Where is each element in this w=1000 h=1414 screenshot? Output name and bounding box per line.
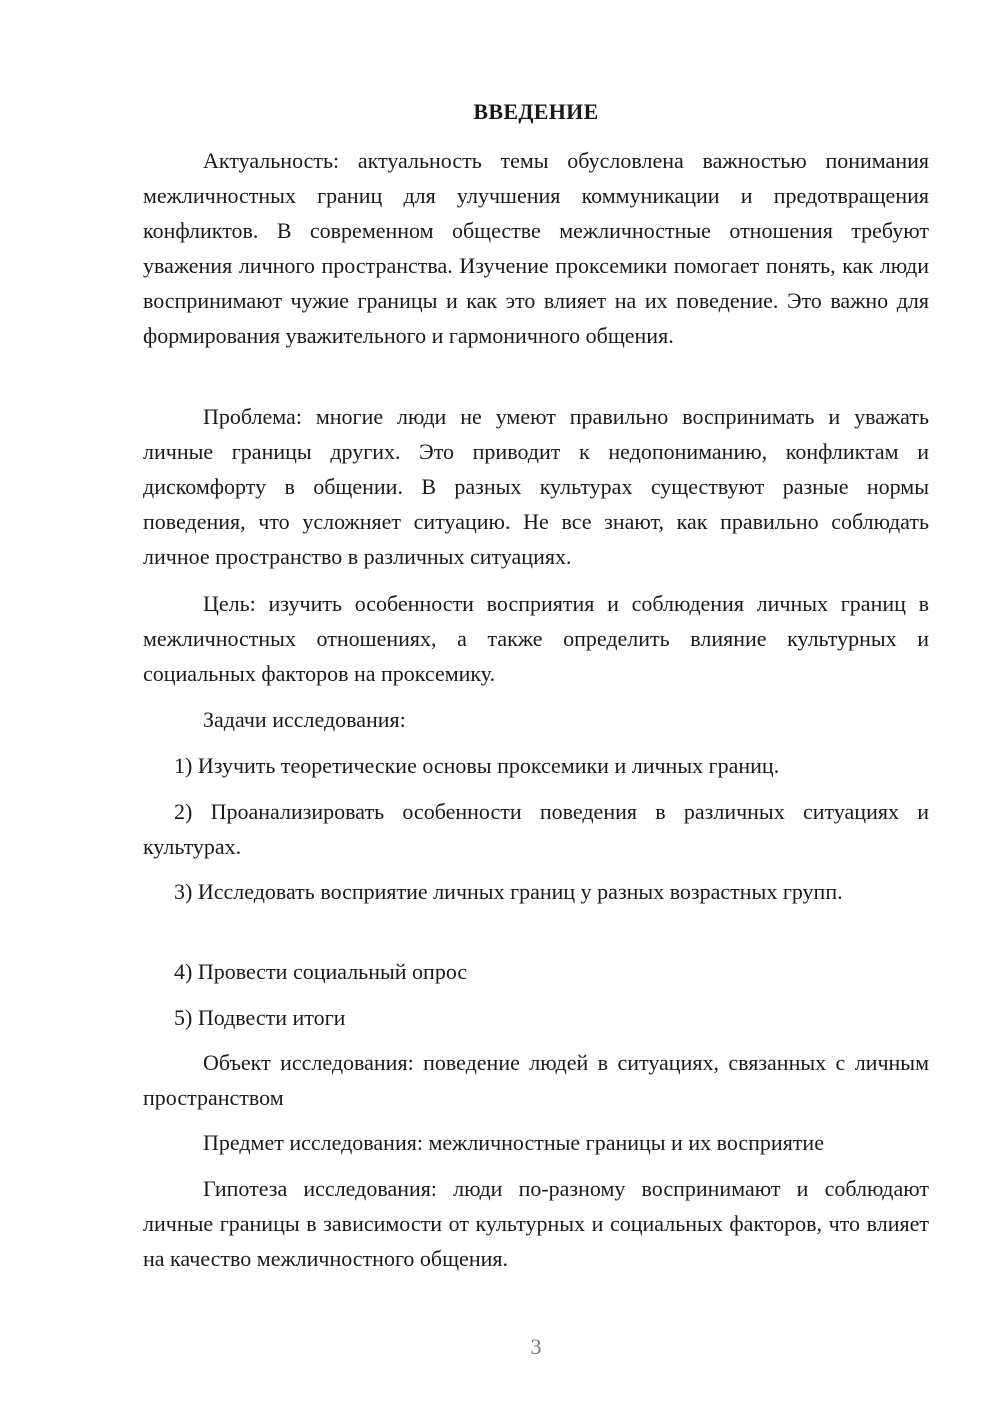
paragraph-hypothesis: Гипотеза исследования: люди по-разному воспринимают и соблюдают личные границы в зависимости от культурных и социальных факторов, что влияет на качество межличностного общения. (143, 1176, 929, 1271)
task-item: 5) Подвести итоги (174, 1005, 346, 1030)
task-item: 1) Изучить теоретические основы проксемики и личных границ. (174, 753, 780, 778)
task-item: 3) Исследовать восприятие личных границ у разных возрастных групп. (174, 879, 843, 904)
paragraph-subject: Предмет исследования: межличностные границы и их восприятие (203, 1130, 824, 1155)
paragraph-object: Объект исследования: поведение людей в ситуациях, связанных с личным пространством (143, 1050, 929, 1110)
page-number: 3 (530, 1334, 542, 1359)
paragraph-problem: Проблема: многие люди не умеют правильно воспринимать и уважать личные границы других. Это приводит к недопониманию, конфликтам и дискомфорту в общении. В разных культурах существуют разные нормы поведения, что усложняет ситуацию. Не все знают, как правильно соблюдать личное пространство в различных ситуациях. (143, 404, 929, 569)
tasks-heading: Задачи исследования: (203, 707, 406, 732)
task-item: 2) Проанализировать особенности поведения в различных ситуациях и культурах. (143, 799, 929, 859)
page-title: ВВЕДЕНИЕ (473, 99, 599, 124)
task-item: 4) Провести социальный опрос (174, 959, 468, 984)
paragraph-actuality: Актуальность: актуальность темы обусловлена важностью понимания межличностных границ для улучшения коммуникации и предотвращения конфликтов. В современном обществе межличностные отношения требуют уважения личного пространства. Изучение проксемики помогает понять, как люди воспринимают чужие границы и как это влияет на их поведение. Это важно для формирования уважительного и гармоничного общения. (143, 148, 929, 348)
paragraph-goal: Цель: изучить особенности восприятия и соблюдения личных границ в межличностных отношениях, а также определить влияние культурных и социальных факторов на проксемику. (143, 591, 929, 686)
